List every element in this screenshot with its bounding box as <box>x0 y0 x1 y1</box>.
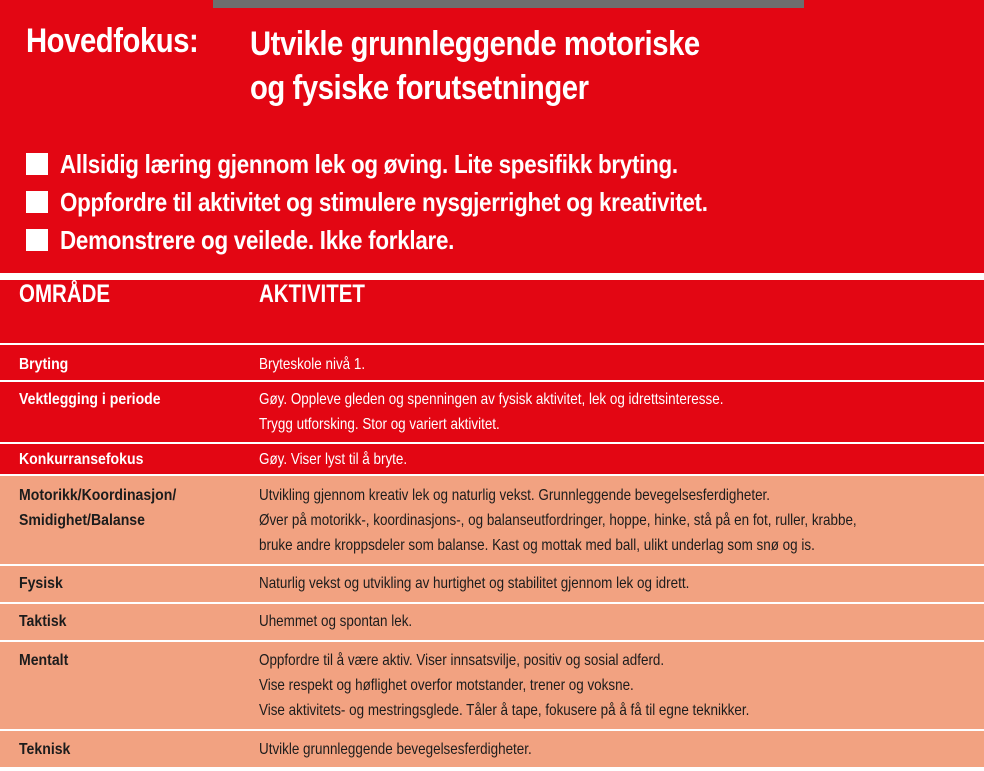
area-label: Fysisk <box>19 575 63 592</box>
area-label: Smidighet/Balanse <box>19 512 145 529</box>
area-cell <box>0 641 259 730</box>
bullet-item <box>26 145 813 183</box>
square-bullet-icon <box>26 229 48 251</box>
activity-cell <box>259 641 984 730</box>
column-header-activity: AKTIVITET <box>259 280 365 308</box>
activity-text: Utvikle grunnleggende bevegelsesferdigheter. <box>259 741 532 758</box>
activity-cell <box>259 344 984 381</box>
area-cell <box>0 565 259 603</box>
focus-header <box>0 0 984 273</box>
table-row <box>0 603 984 641</box>
activity-text: Vise respekt og høflighet overfor motstander, trener og voksne. <box>259 677 634 694</box>
activity-text: Naturlig vekst og utvikling av hurtighet og stabilitet gjennom lek og idrett. <box>259 575 690 592</box>
activity-text: Gøy. Viser lyst til å bryte. <box>259 451 408 468</box>
activity-cell <box>259 475 984 565</box>
area-label: Motorikk/Koordinasjon/ <box>19 487 177 504</box>
activity-cell <box>259 565 984 603</box>
table-row <box>0 344 984 381</box>
activity-text: Gøy. Oppleve gleden og spenningen av fysisk aktivitet, lek og idrettsinteresse. <box>259 391 724 408</box>
activity-text: Vise aktivitets- og mestringsglede. Tåler å tape, fokusere på å få til egne teknikker. <box>259 702 750 719</box>
focus-title-line-1: Utvikle grunnleggende motoriske <box>250 25 700 63</box>
table-row <box>0 475 984 565</box>
activity-text: Trygg utforsking. Stor og variert aktivitet. <box>259 416 500 433</box>
activity-text: bruke andre kroppsdeler som balanse. Kast og mottak med ball, ulikt underlag som snø og is. <box>259 537 815 554</box>
bullet-item <box>26 183 813 221</box>
area-cell <box>0 475 259 565</box>
area-label: Bryting <box>19 356 69 373</box>
table-row <box>0 381 984 443</box>
area-cell <box>0 443 259 475</box>
square-bullet-icon <box>26 153 48 175</box>
table-row <box>0 565 984 603</box>
activity-cell <box>259 603 984 641</box>
activity-cell <box>259 381 984 443</box>
table-row <box>0 443 984 475</box>
square-bullet-icon <box>26 191 48 213</box>
bullet-text: Demonstrere og veilede. Ikke forklare. <box>60 224 455 255</box>
table-row <box>0 730 984 767</box>
bullet-item <box>26 221 813 259</box>
focus-label: Hovedfokus: <box>26 22 199 60</box>
activity-cell <box>259 730 984 767</box>
focus-title <box>250 22 700 110</box>
activity-table <box>0 280 984 767</box>
top-divider-bar <box>213 0 804 8</box>
table-header-row <box>0 280 984 344</box>
activity-text: Øver på motorikk-, koordinasjons-, og balanseutfordringer, hoppe, hinke, stå på en fot, ruller, krabbe, <box>259 512 857 529</box>
area-label: Mentalt <box>19 652 69 669</box>
area-label: Vektlegging i periode <box>19 391 161 408</box>
column-header-area: OMRÅDE <box>19 280 111 308</box>
bullet-text: Oppfordre til aktivitet og stimulere nysgjerrighet og kreativitet. <box>60 186 708 217</box>
activity-text: Bryteskole nivå 1. <box>259 356 366 373</box>
bullet-list <box>26 145 813 259</box>
area-label: Konkurransefokus <box>19 451 144 468</box>
activity-text: Utvikling gjennom kreativ lek og naturlig vekst. Grunnleggende bevegelsesferdigheter. <box>259 487 771 504</box>
activity-cell <box>259 443 984 475</box>
area-cell <box>0 730 259 767</box>
area-cell <box>0 603 259 641</box>
table-row <box>0 641 984 730</box>
bullet-text: Allsidig læring gjennom lek og øving. Lite spesifikk bryting. <box>60 148 678 179</box>
area-label: Teknisk <box>19 741 71 758</box>
focus-title-line-2: og fysiske forutsetninger <box>250 69 589 107</box>
area-cell <box>0 344 259 381</box>
activity-text: Uhemmet og spontan lek. <box>259 613 413 630</box>
area-cell <box>0 381 259 443</box>
activity-text: Oppfordre til å være aktiv. Viser innsatsvilje, positiv og sosial adferd. <box>259 652 665 669</box>
area-label: Taktisk <box>19 613 67 630</box>
